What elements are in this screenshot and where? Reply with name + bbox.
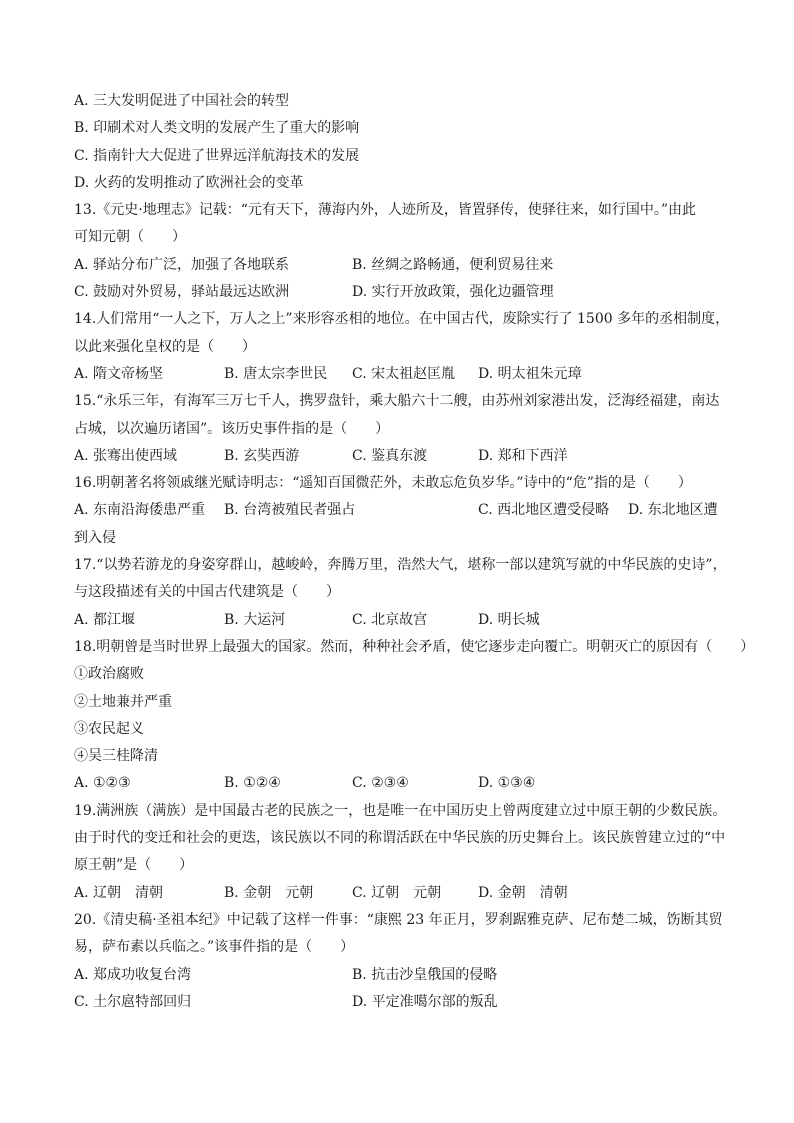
option-row xyxy=(74,962,726,989)
question-stem: 易，萨布素以兵临之。”该事件指的是（ ） xyxy=(74,939,355,956)
option: D. 东北地区遭 xyxy=(628,502,718,519)
question-stem: 可知元朝（ ） xyxy=(74,229,186,246)
option: B. 大运河 xyxy=(224,611,286,628)
option: A. 张骞出使西域 xyxy=(74,447,178,464)
option: A. 都江堰 xyxy=(74,611,136,628)
option: B. 玄奘西游 xyxy=(224,447,300,464)
option: D. 明长城 xyxy=(478,611,540,628)
list-item: ②土地兼并严重 xyxy=(74,693,172,710)
option: B. 唐太宗李世民 xyxy=(224,365,328,382)
option: C. 鼓励对外贸易，驿站最远达欧洲 xyxy=(74,284,290,301)
option: D. ①③④ xyxy=(478,775,536,792)
question-stem: 15.“永乐三年，有海军三万七千人，携罗盘针，乘大船六十二艘，由苏州刘家港出发，泛海经福建，南达 xyxy=(74,393,720,410)
option: B. ①②④ xyxy=(224,775,281,792)
option: A. 辽朝 清朝 xyxy=(74,884,164,901)
option-row xyxy=(74,497,726,524)
list-item: ①政治腐败 xyxy=(74,666,144,683)
option: C. ②③④ xyxy=(352,775,409,792)
option: A. 东南沿海倭患严重 xyxy=(74,502,206,519)
option: B. 抗击沙皇俄国的侵略 xyxy=(352,966,498,983)
option-row xyxy=(74,880,726,907)
question-stem: 18.明朝曾是当时世界上最强大的国家。然而，种种社会矛盾，使它逐步走向覆亡。明朝灭亡的原因有（ ） xyxy=(74,638,755,655)
option: C. 辽朝 元朝 xyxy=(352,884,442,901)
option: C. 西北地区遭受侵略 xyxy=(478,502,610,519)
question-stem: 与这段描述有关的中国古代建筑是（ ） xyxy=(74,584,340,601)
question-stem: 17.“以势若游龙的身姿穿群山，越峻岭，奔腾万里，浩然大气，堪称一部以建筑写就的中华民族的史诗”， xyxy=(74,557,727,574)
list-item: ④吴三桂降清 xyxy=(74,748,158,765)
option: D. 明太祖朱元璋 xyxy=(478,365,582,382)
option-line: A. 三大发明促进了中国社会的转型 xyxy=(74,93,290,109)
option: D. 平定准噶尔部的叛乱 xyxy=(352,993,498,1010)
option-row xyxy=(74,607,726,634)
option: D. 郑和下西洋 xyxy=(478,447,568,464)
option: D. 金朝 清朝 xyxy=(478,884,568,901)
question-stem: 20.《清史稿·圣祖本纪》中记载了这样一件事：“康熙 23 年正月，罗刹踞雅克萨、尼布楚二城，饬断其贸 xyxy=(74,911,723,928)
option: A. 隋文帝杨坚 xyxy=(74,365,164,382)
option: A. ①②③ xyxy=(74,775,131,792)
option: B. 金朝 元朝 xyxy=(224,884,314,901)
option: B. 丝绸之路畅通，便利贸易往来 xyxy=(352,256,554,273)
option: B. 台湾被殖民者强占 xyxy=(224,502,356,519)
question-stem: 以此来强化皇权的是（ ） xyxy=(74,338,256,355)
option-line: B. 印刷术对人类文明的发展产生了重大的影响 xyxy=(74,120,360,137)
exam-page xyxy=(74,88,755,1016)
option-row xyxy=(74,989,726,1016)
option-row xyxy=(74,443,726,470)
question-stem: 14.人们常用“一人之下，万人之上”来形容丞相的地位。在中国古代，废除实行了 1500 多年的丞相制度， xyxy=(74,311,730,328)
option: C. 宋太祖赵匡胤 xyxy=(352,365,456,382)
option: D. 实行开放政策，强化边疆管理 xyxy=(352,284,554,301)
question-stem: 19.满洲族（满族）是中国最古老的民族之一，也是唯一在中国历史上曾两度建立过中原王朝的少数民族。 xyxy=(74,802,727,819)
option-line: D. 火药的发明推动了欧洲社会的变革 xyxy=(74,174,304,191)
option-row xyxy=(74,770,726,797)
option-row xyxy=(74,252,726,279)
option-continuation: 到入侵 xyxy=(74,529,116,546)
option: C. 北京故宫 xyxy=(352,611,428,628)
question-stem: 原王朝”是（ ） xyxy=(74,857,194,874)
option: C. 土尔扈特部回归 xyxy=(74,993,192,1010)
question-stem: 占城，以次遍历诸国”。该历史事件指的是（ ） xyxy=(74,420,390,437)
question-stem: 由于时代的变迁和社会的更迭，该民族以不同的称谓活跃在中华民族的历史舞台上。该民族曾建立过的“中 xyxy=(74,830,726,847)
list-item: ③农民起义 xyxy=(74,720,144,737)
option-line: C. 指南针大大促进了世界远洋航海技术的发展 xyxy=(74,147,360,164)
question-stem: 13.《元史·地理志》记载：“元有天下，薄海内外，人迹所及，皆置驿传，使驿往来，如行国中。”由此 xyxy=(74,202,697,219)
option-row xyxy=(74,361,726,388)
question-stem: 16.明朝著名将领戚继光赋诗明志：“遥知百国微茫外，未敢忘危负岁华。”诗中的“危”指的是（ ） xyxy=(74,475,692,492)
option-row xyxy=(74,279,726,306)
option: A. 驿站分布广泛，加强了各地联系 xyxy=(74,256,290,273)
option: C. 鉴真东渡 xyxy=(352,447,428,464)
option: A. 郑成功收复台湾 xyxy=(74,966,192,983)
